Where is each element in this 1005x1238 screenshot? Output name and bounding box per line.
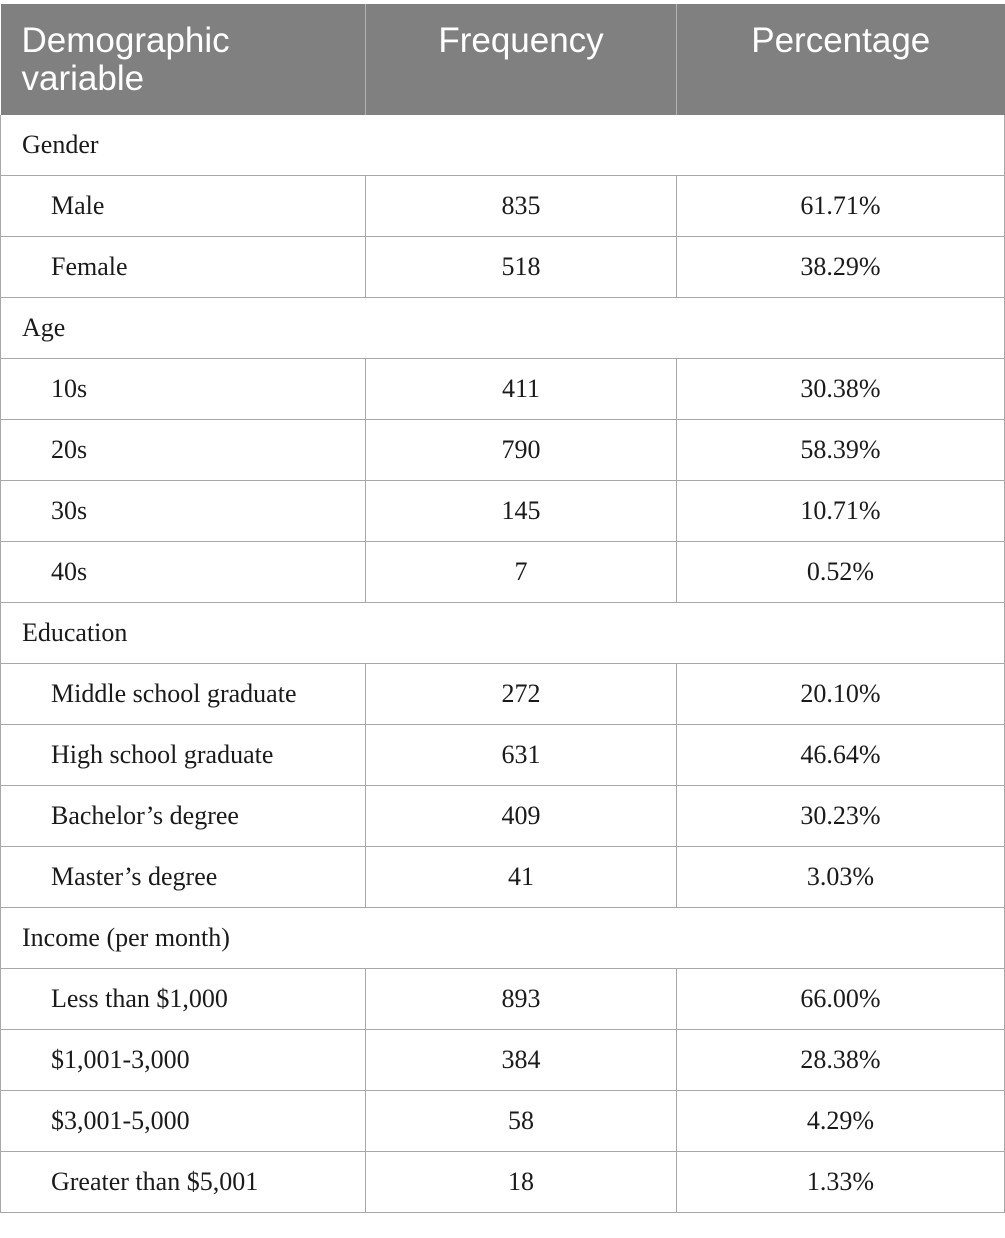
header-row (1, 4, 1005, 115)
row-label: 40s (1, 542, 366, 603)
group-row (1, 115, 1005, 176)
percentage-cell: 0.52% (677, 542, 1005, 603)
table-row (1, 786, 1005, 847)
frequency-cell: 893 (366, 969, 677, 1030)
table-row (1, 847, 1005, 908)
table-row (1, 1030, 1005, 1091)
table-row (1, 1152, 1005, 1213)
row-label: High school graduate (1, 725, 366, 786)
header-frequency: Frequency (366, 4, 677, 115)
percentage-cell: 61.71% (677, 176, 1005, 237)
table-row (1, 1091, 1005, 1152)
table-header (1, 4, 1005, 115)
row-label: Bachelor’s degree (1, 786, 366, 847)
frequency-cell: 409 (366, 786, 677, 847)
group-row (1, 298, 1005, 359)
row-label: 30s (1, 481, 366, 542)
group-row (1, 603, 1005, 664)
percentage-cell: 66.00% (677, 969, 1005, 1030)
percentage-cell: 30.23% (677, 786, 1005, 847)
frequency-cell: 631 (366, 725, 677, 786)
frequency-cell: 384 (366, 1030, 677, 1091)
table-row (1, 664, 1005, 725)
header-demographic-variable: Demographic variable (1, 4, 366, 115)
frequency-cell: 41 (366, 847, 677, 908)
frequency-cell: 272 (366, 664, 677, 725)
table-row (1, 725, 1005, 786)
group-label: Age (1, 298, 1005, 359)
percentage-cell: 28.38% (677, 1030, 1005, 1091)
table-row (1, 176, 1005, 237)
group-row (1, 908, 1005, 969)
row-label: $1,001-3,000 (1, 1030, 366, 1091)
row-label: 20s (1, 420, 366, 481)
row-label: Male (1, 176, 366, 237)
row-label: Greater than $5,001 (1, 1152, 366, 1213)
percentage-cell: 4.29% (677, 1091, 1005, 1152)
percentage-cell: 20.10% (677, 664, 1005, 725)
table-body (1, 115, 1005, 1213)
frequency-cell: 790 (366, 420, 677, 481)
row-label: $3,001-5,000 (1, 1091, 366, 1152)
frequency-cell: 58 (366, 1091, 677, 1152)
frequency-cell: 145 (366, 481, 677, 542)
frequency-cell: 518 (366, 237, 677, 298)
group-label: Education (1, 603, 1005, 664)
row-label: Less than $1,000 (1, 969, 366, 1030)
table-row (1, 237, 1005, 298)
frequency-cell: 7 (366, 542, 677, 603)
percentage-cell: 1.33% (677, 1152, 1005, 1213)
table-row (1, 481, 1005, 542)
percentage-cell: 30.38% (677, 359, 1005, 420)
group-label: Gender (1, 115, 1005, 176)
row-label: 10s (1, 359, 366, 420)
frequency-cell: 835 (366, 176, 677, 237)
percentage-cell: 10.71% (677, 481, 1005, 542)
table-row (1, 542, 1005, 603)
frequency-cell: 18 (366, 1152, 677, 1213)
table-row (1, 420, 1005, 481)
table-row (1, 969, 1005, 1030)
percentage-cell: 38.29% (677, 237, 1005, 298)
percentage-cell: 3.03% (677, 847, 1005, 908)
frequency-cell: 411 (366, 359, 677, 420)
demographics-table (0, 4, 1005, 1213)
percentage-cell: 46.64% (677, 725, 1005, 786)
row-label: Female (1, 237, 366, 298)
group-label: Income (per month) (1, 908, 1005, 969)
percentage-cell: 58.39% (677, 420, 1005, 481)
table-row (1, 359, 1005, 420)
header-percentage: Percentage (677, 4, 1005, 115)
row-label: Middle school graduate (1, 664, 366, 725)
row-label: Master’s degree (1, 847, 366, 908)
